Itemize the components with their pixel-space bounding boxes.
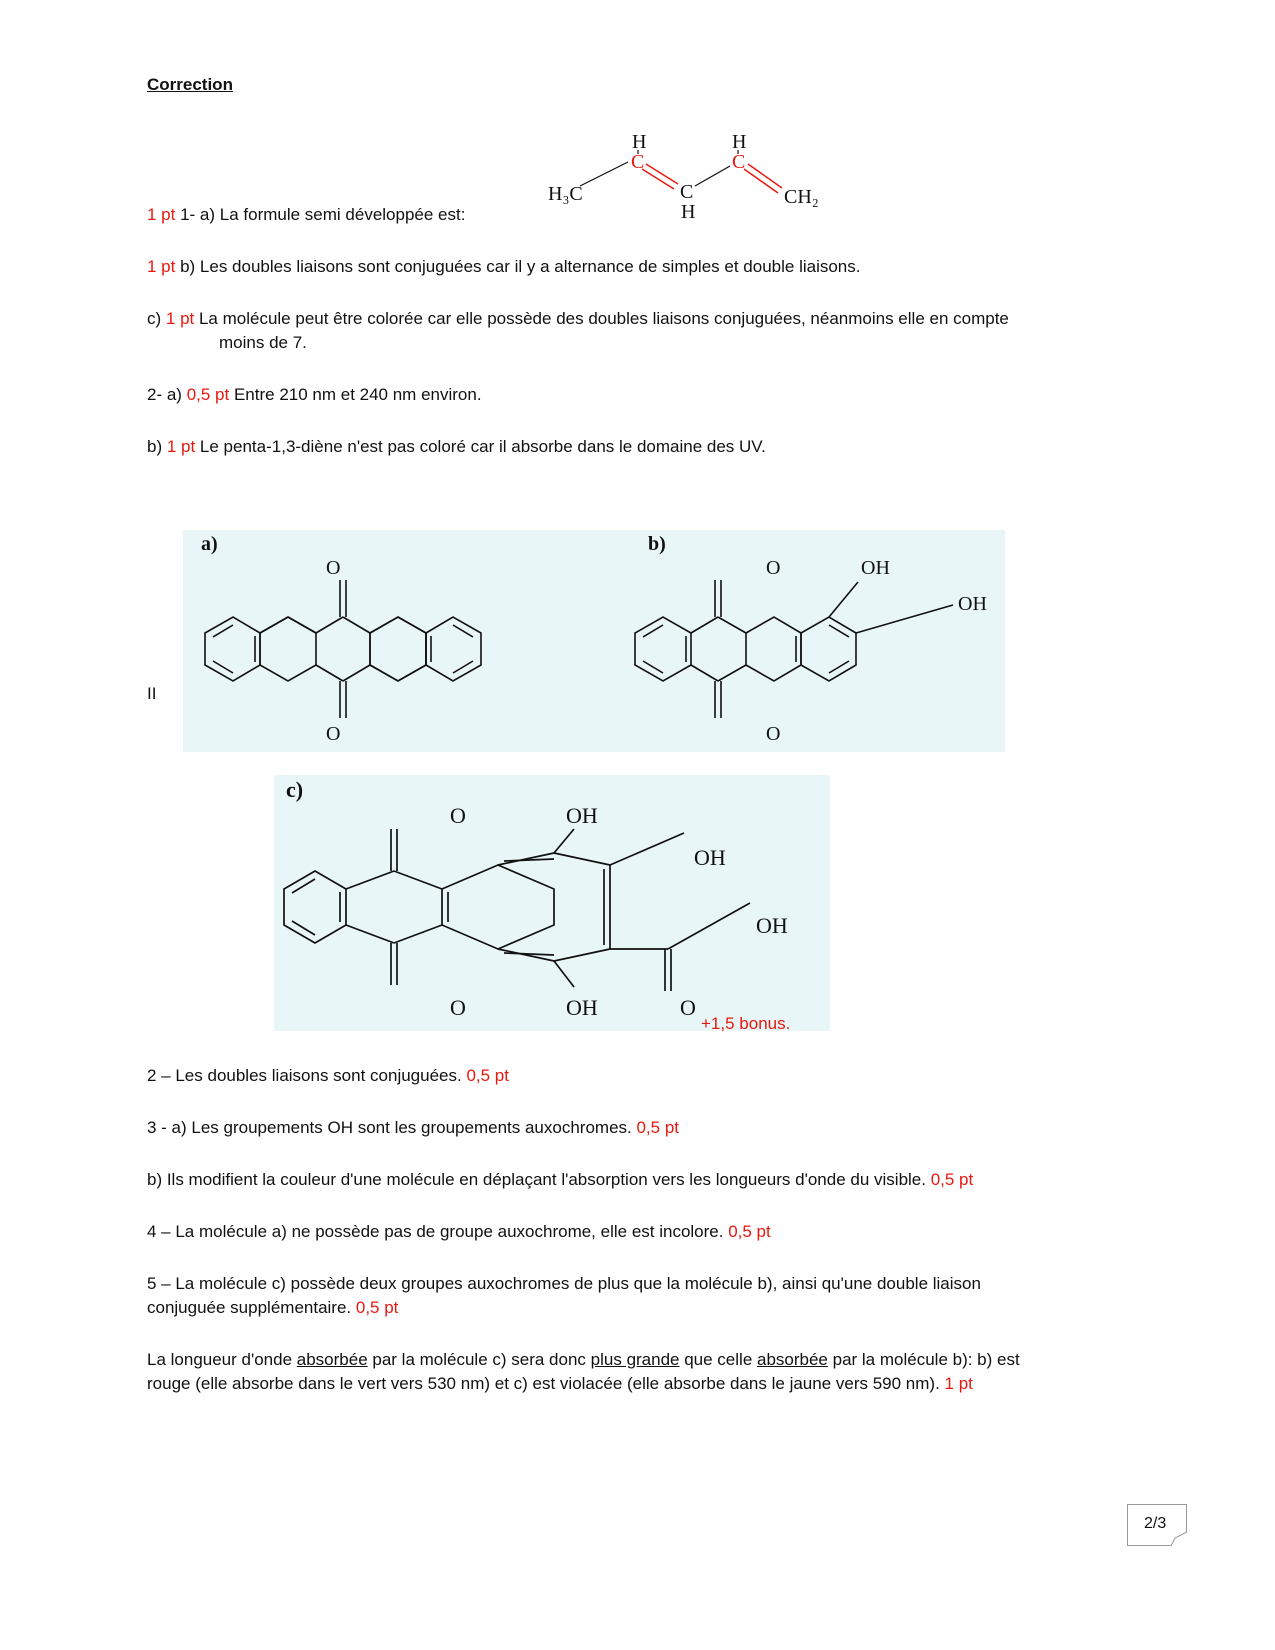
q1a-points: 1 pt: [147, 205, 176, 224]
molecule-c-o-top: O: [450, 803, 466, 828]
p6-line: [147, 1349, 1020, 1371]
q1b-text: b) Les doubles liaisons sont conjuguées car il y a alternance de simples et double liaisons.: [175, 257, 861, 276]
p4-text: 4 – La molécule a) ne possède pas de groupe auxochrome, elle est incolore.: [147, 1222, 729, 1241]
molecule-a-label: a): [201, 533, 218, 555]
p6-t3: que celle: [679, 1350, 757, 1369]
q1c-line: [147, 308, 1009, 330]
q2a-line: [147, 384, 482, 406]
page-number: 2/3: [1144, 1515, 1167, 1532]
section-ii-label: II: [147, 684, 157, 703]
p6-t1: La longueur d'onde: [147, 1350, 297, 1369]
q2b-line: [147, 436, 766, 458]
molecule-c-panel: [274, 775, 830, 1031]
page-title: Correction: [147, 75, 233, 94]
p3b-line: [147, 1169, 973, 1191]
q2a-text: Entre 210 nm et 240 nm environ.: [229, 385, 482, 404]
q1c-text: La molécule peut être colorée car elle possède des doubles liaisons conjuguées, néanmoins elle en compte: [194, 309, 1009, 328]
p6-t4: par la molécule b): b) est: [827, 1350, 1020, 1369]
molecule-a-o-top: O: [326, 557, 341, 579]
molecule-c-oh-2: OH: [694, 845, 726, 870]
c2-label: C: [680, 181, 694, 203]
p6-line2-text: rouge (elle absorbe dans le vert vers 530 nm) et c) est violacée (elle absorbe dans le jaune vers 590 nm).: [147, 1374, 945, 1393]
molecule-c-oh-1: OH: [566, 803, 598, 828]
p6-u2: plus grande: [590, 1350, 680, 1369]
pentadiene-formula: [540, 128, 840, 228]
p5-line-2: [147, 1297, 398, 1319]
q1c-points: 1 pt: [165, 309, 195, 328]
q1b-points: 1 pt: [147, 257, 176, 276]
molecule-c-drawing: [274, 775, 830, 1031]
molecule-c-o-acid: O: [680, 995, 696, 1020]
p3a-line: [147, 1117, 679, 1139]
q2a-prefix: 2- a): [147, 385, 187, 404]
molecules-ab-panel: [183, 530, 1005, 752]
p6-u1: absorbée: [296, 1350, 368, 1369]
p2-line: [147, 1065, 509, 1087]
h-bottom-label: H: [681, 201, 696, 223]
h-top-1-label: H: [632, 131, 647, 153]
p2-text: 2 – Les doubles liaisons sont conjuguées.: [147, 1066, 467, 1085]
c1-label: C: [631, 151, 645, 173]
p5-text-2: conjuguée supplémentaire.: [147, 1298, 356, 1317]
page-curl-icon: [1171, 1532, 1187, 1546]
molecule-c-structure: [284, 829, 750, 991]
molecules-ab-drawing: [183, 530, 1005, 752]
p4-points: 0,5 pt: [728, 1222, 771, 1241]
molecule-b-structure: [635, 580, 953, 718]
q1c-prefix: c): [147, 309, 166, 328]
q2b-text: Le penta-1,3-diène n'est pas coloré car il absorbe dans le domaine des UV.: [195, 437, 766, 456]
p3b-text: b) Ils modifient la couleur d'une molécule en déplaçant l'absorption vers les longueurs d'onde du visible.: [147, 1170, 931, 1189]
molecule-c-label: c): [286, 777, 304, 802]
p3a-text: 3 - a) Les groupements OH sont les groupements auxochromes.: [147, 1118, 637, 1137]
molecule-c-o-bottom: O: [450, 995, 466, 1020]
molecule-b-label: b): [648, 533, 666, 555]
molecule-a-o-bottom: O: [326, 723, 341, 745]
p6-line-2: [147, 1373, 973, 1395]
p6-points: 1 pt: [944, 1374, 973, 1393]
p2-points: 0,5 pt: [466, 1066, 509, 1085]
bonus-note: +1,5 bonus.: [701, 1014, 791, 1033]
page-number-box: [1127, 1504, 1187, 1546]
q2b-prefix: b): [147, 437, 167, 456]
q1c-line-2: moins de 7.: [219, 333, 307, 352]
p6-t2: par la molécule c) sera donc: [367, 1350, 591, 1369]
p3a-points: 0,5 pt: [636, 1118, 680, 1137]
molecule-b-oh-1: OH: [861, 557, 890, 579]
bond-1: [580, 162, 628, 186]
h3c-label: H₃C: [548, 183, 583, 205]
molecule-c-oh-3: OH: [566, 995, 598, 1020]
p3b-points: 0,5 pt: [930, 1170, 974, 1189]
p4-line: [147, 1221, 771, 1243]
p5-line: [147, 1273, 981, 1295]
q1b-line: [147, 256, 860, 278]
molecule-c-oh-acid: OH: [756, 913, 788, 938]
ch2-label: CH₂: [784, 186, 819, 208]
q1a-text: 1- a) La formule semi développée est:: [175, 205, 466, 224]
q2b-points: 1 pt: [166, 437, 196, 456]
molecule-b-o-top: O: [766, 557, 781, 579]
molecule-b-oh-2: OH: [958, 593, 987, 615]
molecule-a-structure: [205, 580, 482, 718]
p5-points: 0,5 pt: [355, 1298, 399, 1317]
c3-label: C: [732, 151, 746, 173]
p5-text: 5 – La molécule c) possède deux groupes auxochromes de plus que la molécule b), ainsi qu'une double liaison: [147, 1274, 981, 1293]
bond-3: [695, 166, 730, 186]
h-top-2-label: H: [732, 131, 747, 153]
p6-u3: absorbée: [757, 1350, 828, 1369]
q2a-points: 0,5 pt: [186, 385, 230, 404]
q1a-line: [147, 204, 465, 226]
molecule-b-o-bottom: O: [766, 723, 781, 745]
